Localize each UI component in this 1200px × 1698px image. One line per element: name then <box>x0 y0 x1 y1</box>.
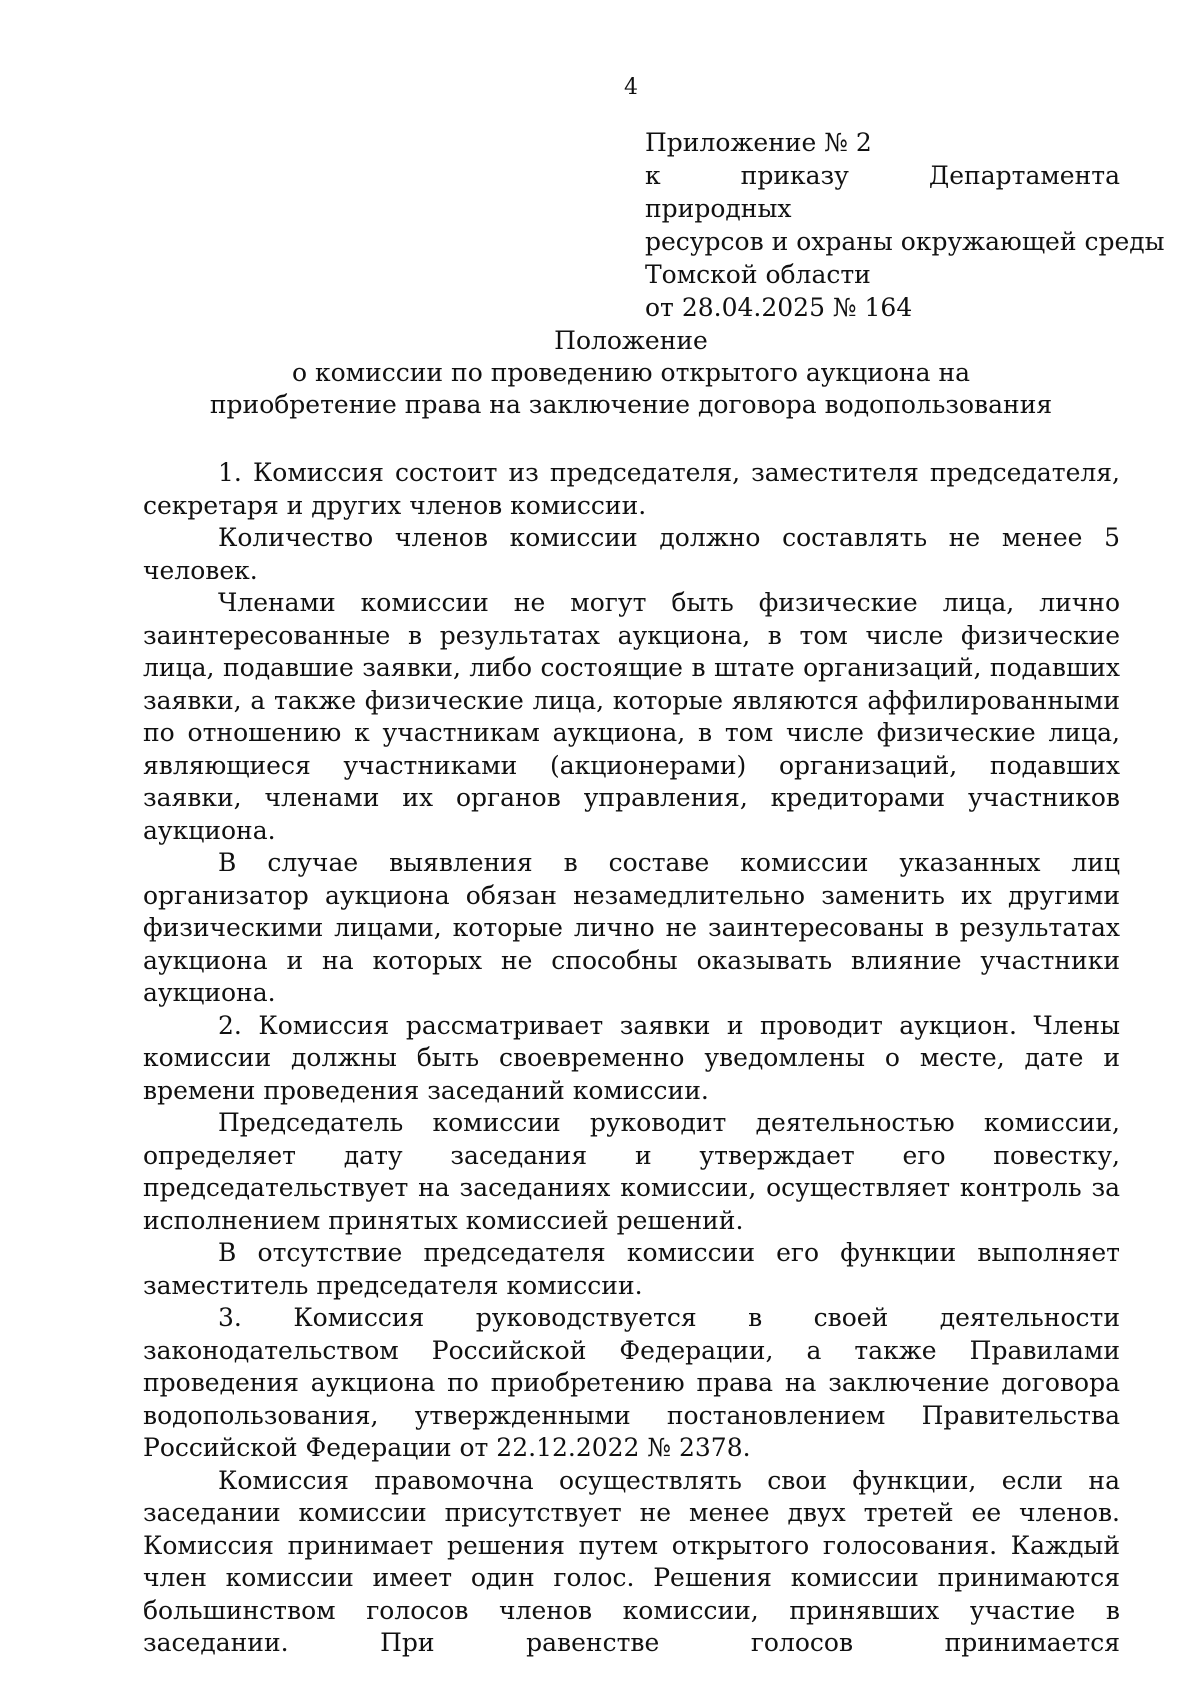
paragraph-2: Количество членов комиссии должно составлять не менее 5 человек. <box>143 523 1120 585</box>
page-number: 4 <box>624 75 638 100</box>
title-subheading-1: о комиссии по проведению открытого аукциона на <box>291 358 971 387</box>
paragraph-4: В случае выявления в составе комиссии указанных лиц организатор аукциона обязан незамедлительно заменить их другими физическими лицами, которые лично не заинтересованы в результатах аукциона и на которых не способны оказывать влияние участники аукциона. <box>143 848 1120 1007</box>
title-subheading-2: приобретение права на заключение договора водопользования <box>209 390 1053 419</box>
document-title <box>0 325 1200 421</box>
paragraph-7: В отсутствие председателя комиссии его функции выполняет заместитель председателя комиссии. <box>143 1238 1120 1300</box>
appendix-region-line: Томской области <box>645 260 871 289</box>
appendix-department-line: ресурсов и охраны окружающей среды <box>645 227 1165 256</box>
appendix-title: Приложение № 2 <box>645 128 872 157</box>
paragraph-6: Председатель комиссии руководит деятельностью комиссии, определяет дату заседания и утверждает его повестку, председательствует на заседаниях комиссии, осуществляет контроль за исполнением принятых комиссией решений. <box>143 1108 1120 1235</box>
paragraph-1: 1. Комиссия состоит из председателя, заместителя председателя, секретаря и других членов комиссии. <box>143 458 1120 520</box>
document-body <box>143 457 1120 1660</box>
paragraph-9: Комиссия правомочна осуществлять свои функции, если на заседании комиссии присутствует не менее двух третей ее членов. Комиссия принимает решения путем открытого голосования. Каждый член комиссии имеет один голос. Решения комиссии принимаются большинством голосов членов комиссии, принявших участие в заседании. При равенстве голосов принимается <box>143 1465 1120 1657</box>
appendix-block <box>645 126 1165 324</box>
title-heading: Положение <box>554 326 708 355</box>
paragraph-5: 2. Комиссия рассматривает заявки и проводит аукцион. Члены комиссии должны быть своевременно уведомлены о месте, дате и времени проведения заседаний комиссии. <box>143 1010 1120 1105</box>
appendix-date-number: от 28.04.2025 № 164 <box>645 293 913 322</box>
paragraph-3: Членами комиссии не могут быть физические лица, лично заинтересованные в результатах аукциона, в том числе физические лица, подавшие заявки, либо состоящие в штате организаций, подавших заявки, а также физические лица, которые являются аффилированными по отношению к участникам аукциона, в том числе физические лица, являющиеся участниками (акционерами) организаций, подавших заявки, членами их органов управления, кредиторами участников аукциона. <box>143 588 1120 845</box>
paragraph-8: 3. Комиссия руководствуется в своей деятельности законодательством Российской Федерации, а также Правилами проведения аукциона по приобретению права на заключение договора водопользования, утвержденными постановлением Правительства Российской Федерации от 22.12.2022 № 2378. <box>143 1303 1120 1462</box>
appendix-order-line: к приказу Департамента природных <box>645 161 1120 223</box>
